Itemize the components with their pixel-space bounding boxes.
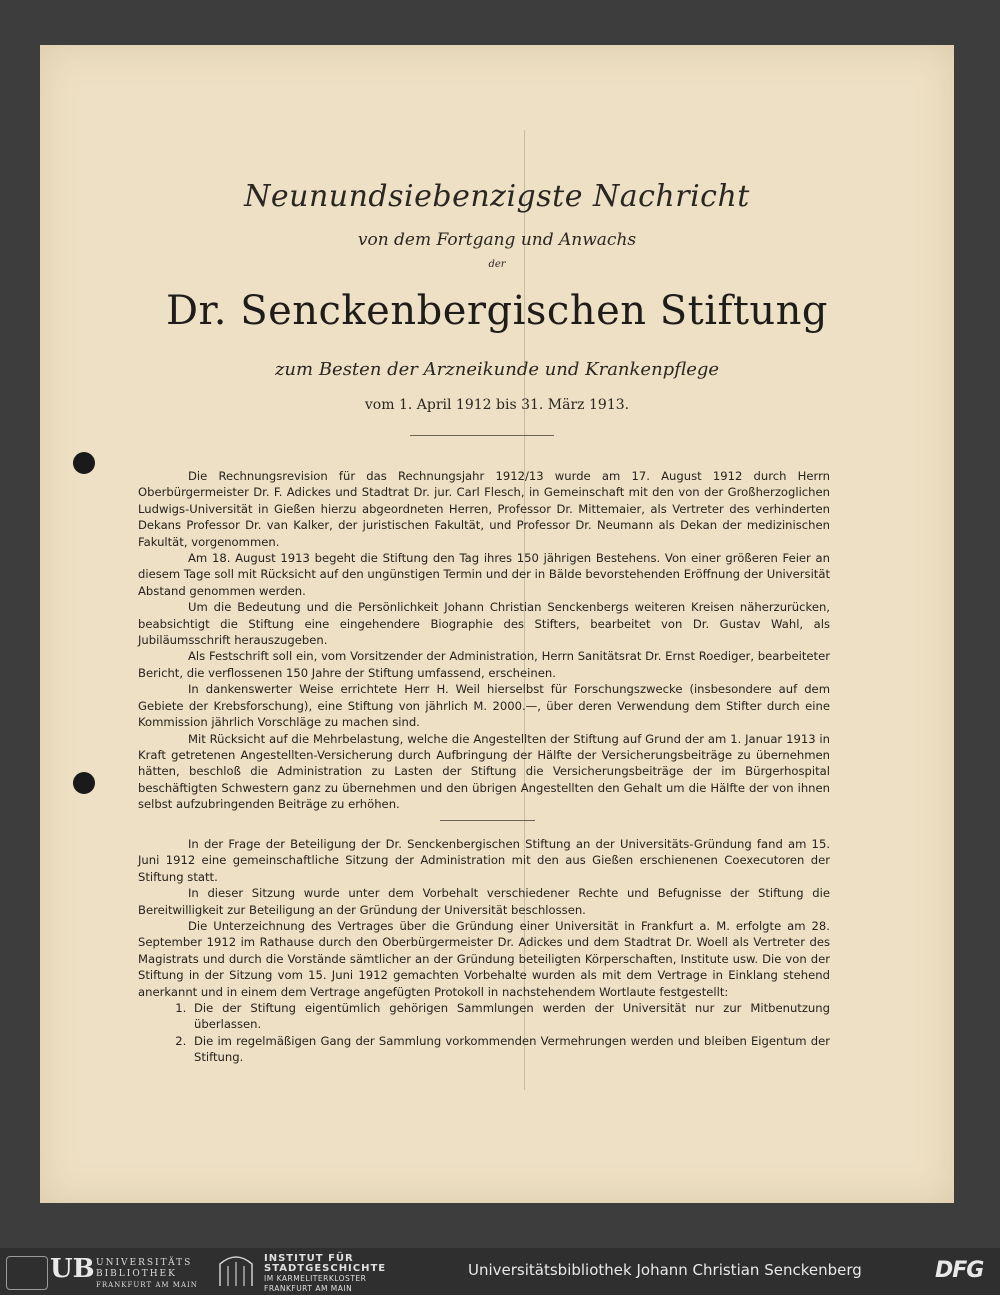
- paragraph: Mit Rücksicht auf die Mehrbelastung, welche die Angestellten der Stiftung auf Grund der am 1. Januar 1913 in Kraft getretenen Angestellten-Versicherung durch Aufbringung der Hälfte der Versicherungsbeiträge zu übernehmen hätten, beschloß die Administration zu Lasten der Stiftung die Versicherungsbeiträge der im Bürgerhospital beschäftigten Schwestern ganz zu übernehmen und den übrigen Angestellten den Gehalt um die Hälfte der von ihnen selbst aufzubringenden Beiträge zu erhöhen.: [138, 731, 830, 812]
- protocol-list: [138, 1000, 830, 1066]
- punch-hole-bottom: [73, 772, 95, 794]
- isg-line4: FRANKFURT AM MAIN: [264, 1284, 353, 1293]
- ub-mark[interactable]: UB: [50, 1254, 95, 1284]
- paragraph: Als Festschrift soll ein, vom Vorsitzender der Administration, Herrn Sanitätsrat Dr. Ernst Roediger, bearbeiteter Bericht, die verflossenen 150 Jahre der Stiftung umfassend, erscheinen.: [138, 649, 830, 680]
- ub-seal-icon[interactable]: [6, 1256, 48, 1290]
- section-1: [138, 468, 830, 813]
- isg-building-icon[interactable]: [216, 1254, 256, 1288]
- paragraph: Um die Bedeutung und die Persönlichkeit Johann Christian Senckenbergs weiteren Kreisen näherzurücken, beabsichtigt die Stiftung eine eingehendere Biographie des Stifters, bearbeitet von Dr. Gustav Wahl, als Jubiläumsschrift herauszugeben.: [138, 600, 830, 648]
- document-subtitle: von dem Fortgang und Anwachs: [357, 230, 637, 250]
- ub-line3: FRANKFURT AM MAIN: [96, 1281, 198, 1289]
- ub-wordmark[interactable]: [96, 1258, 198, 1291]
- paragraph: Am 18. August 1913 begeht die Stiftung den Tag ihres 150 jährigen Bestehens. Von einer größeren Feier an diesem Tage soll mit Rücksicht auf den ungünstigen Termin und der in Bälde bevorstehenden Eröffnung der Universität Abstand genommen werden.: [138, 551, 830, 598]
- paragraph: In dankenswerter Weise errichtete Herr H. Weil hierselbst für Forschungszwecke (insbesondere auf dem Gebiete der Krebsforschung), eine Stiftung von jährlich M. 2000.—, über deren Verwendung dem Stifter durch eine Kommission jährlich Vorschläge zu machen sind.: [138, 682, 830, 730]
- foundation-name: Dr. Senckenbergischen Stiftung: [165, 288, 829, 334]
- title-rule: [410, 435, 554, 436]
- ub-line2: BIBLIOTHEK: [96, 1269, 177, 1279]
- section-2: [138, 836, 830, 1066]
- scanned-page: [40, 45, 954, 1203]
- paragraph: In der Frage der Beteiligung der Dr. Senckenbergischen Stiftung an der Universitäts-Gründung fand am 15. Juni 1912 eine gemeinschaftliche Sitzung der Administration mit den aus Gießen erschienenen Coexecutoren der Stiftung statt.: [138, 837, 830, 884]
- foundation-purpose: zum Besten der Arzneikunde und Krankenpflege: [274, 359, 720, 380]
- ub-line1: UNIVERSITÄTS: [96, 1258, 193, 1268]
- punch-hole-top: [73, 452, 95, 474]
- paragraph: In dieser Sitzung wurde unter dem Vorbehalt verschiedener Rechte und Befugnisse der Stiftung die Bereitwilligkeit zur Beteiligung an der Gründung der Universität beschlossen.: [138, 886, 830, 917]
- library-name-link[interactable]: Universitätsbibliothek Johann Christian Senckenberg: [468, 1261, 862, 1279]
- document-der: der: [488, 259, 506, 270]
- section-rule: [440, 820, 535, 821]
- paragraph: Die Unterzeichnung des Vertrages über die Gründung einer Universität in Frankfurt a. M. erfolgte am 28. September 1912 im Rathause durch den Oberbürgermeister Dr. Adickes und dem Stadtrat Dr. Woell als Vertreter des Magistrats und durch die Vorstände sämtlicher an der Gründung beteiligten Körperschaften, Institute usw. Die von der Stiftung in der Sitzung vom 15. Juni 1912 gemachten Vorbehalte wurden als mit dem Vertrage in Einklang stehend anerkannt und in einem dem Vertrage angefügten Protokoll in nachstehendem Wortlaute festgestellt:: [138, 919, 830, 999]
- dfg-logo[interactable]: DFG: [935, 1258, 984, 1283]
- isg-line1: INSTITUT FÜR: [264, 1253, 354, 1264]
- list-item: 2. Die im regelmäßigen Gang der Sammlung vorkommenden Vermehrungen werden und bleiben Eigentum der Stiftung.: [190, 1033, 830, 1066]
- isg-line2: STADTGESCHICHTE: [264, 1263, 387, 1274]
- isg-line3: IM KARMELITERKLOSTER: [264, 1274, 367, 1283]
- report-period: vom 1. April 1912 bis 31. März 1913.: [364, 397, 630, 413]
- document-title: Neunundsiebenzigste Nachricht: [244, 179, 750, 214]
- footer-bar: [0, 1248, 1000, 1295]
- paragraph: Die Rechnungsrevision für das Rechnungsjahr 1912/13 wurde am 17. August 1912 durch Herrn Oberbürgermeister Dr. F. Adickes und Stadtrat Dr. jur. Carl Flesch, in Gemeinschaft mit den von der Großherzoglichen Ludwigs-Universität in Gießen hierzu abgeordneten Herren, Professor Dr. Mittemaier, als Vertreter des verhinderten Dekans Professor Dr. van Kalker, der juristischen Fakultät, und Professor Dr. Neumann als Dekan der medizinischen Fakultät, vorgenommen.: [138, 469, 830, 549]
- list-item: 1. Die der Stiftung eigentümlich gehörigen Sammlungen werden der Universität nur zur Mitbenutzung überlassen.: [190, 1000, 830, 1033]
- isg-wordmark[interactable]: [264, 1254, 386, 1294]
